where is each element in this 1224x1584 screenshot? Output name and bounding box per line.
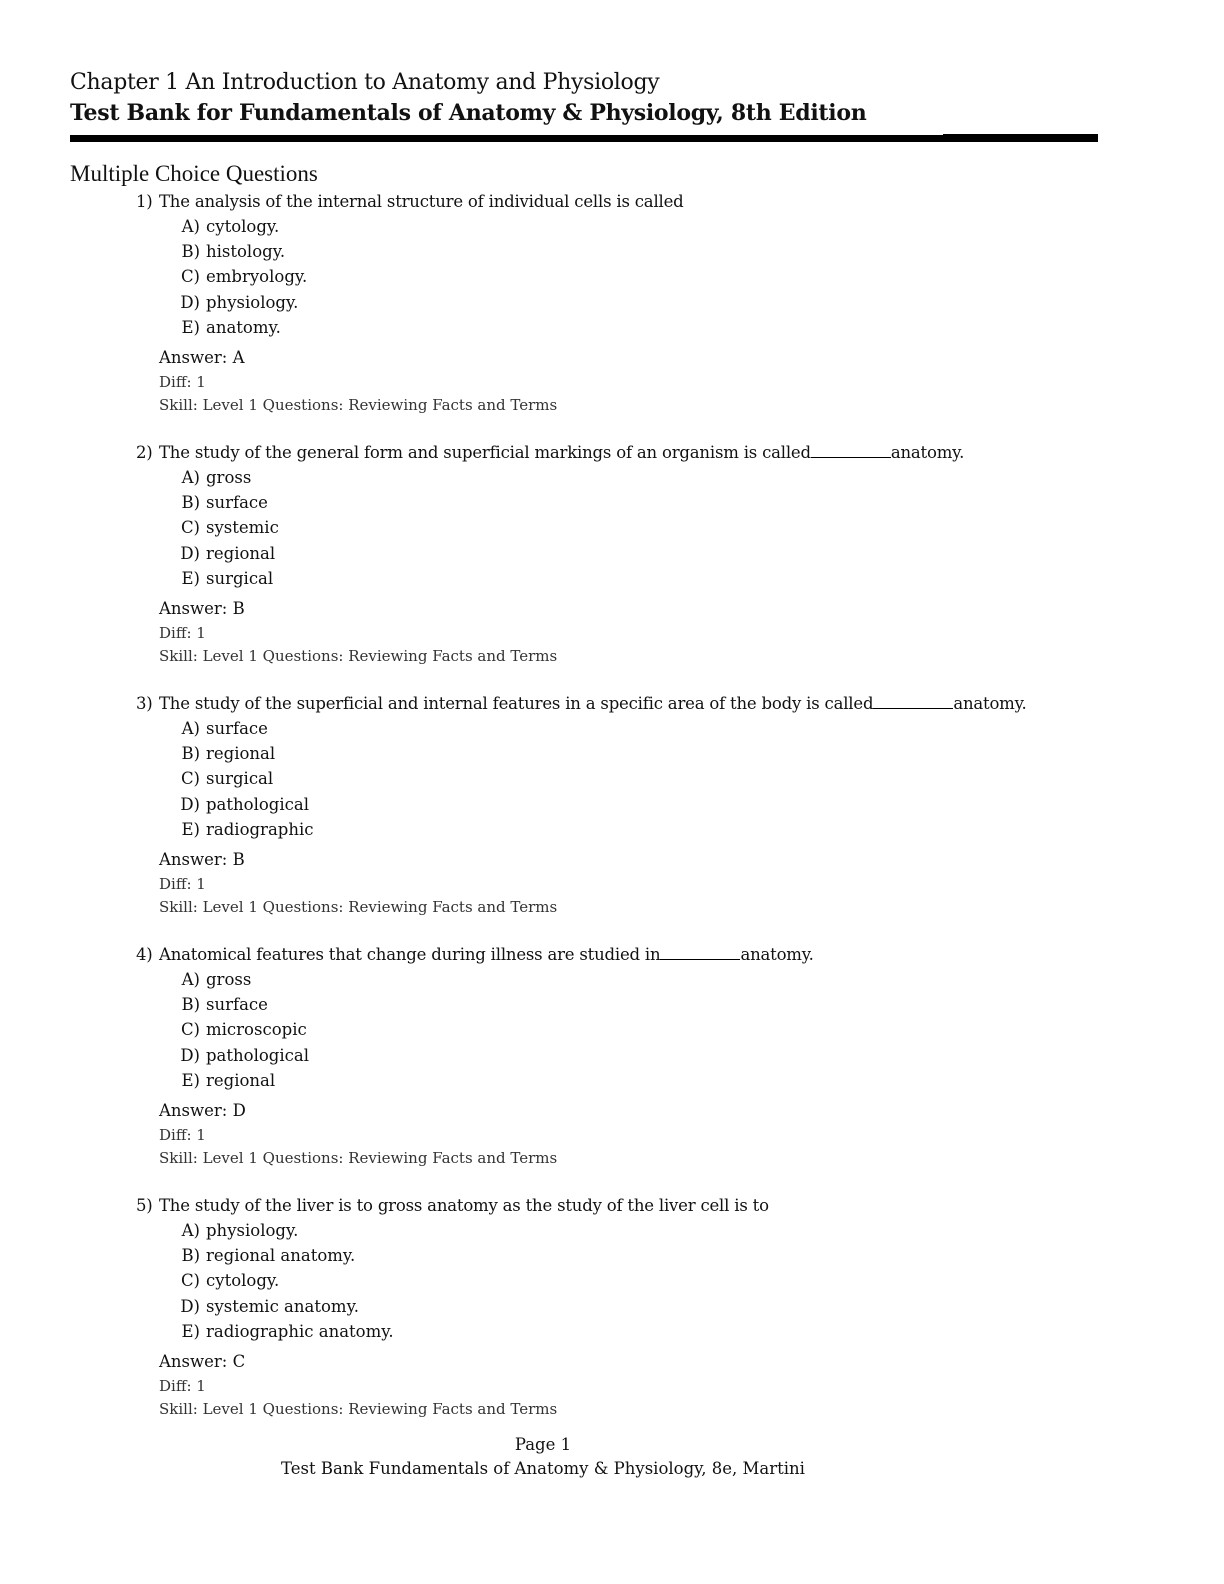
choice-letter: A) (181, 468, 200, 487)
choice-text: regional (206, 543, 276, 563)
question-number: 3) (136, 694, 153, 713)
choice-text: anatomy. (206, 317, 281, 337)
choice-item (168, 541, 279, 566)
question-item (0, 440, 1224, 691)
choice-text: radiographic (206, 819, 314, 839)
choice-letter: E) (181, 819, 200, 839)
choice-text: systemic anatomy. (206, 1296, 359, 1316)
choice-text: surface (206, 995, 268, 1015)
chapter-title: Chapter 1 An Introduction to Anatomy and Physiology (70, 70, 660, 95)
question-number: 5) (136, 1196, 153, 1215)
header-rule-end (943, 134, 1098, 142)
choice-text: regional anatomy. (206, 1246, 356, 1266)
choice-letter: D) (180, 292, 200, 312)
question-item (0, 1193, 1224, 1444)
question-item (0, 691, 1224, 942)
answer: Answer: B (159, 599, 245, 618)
choice-item (168, 792, 314, 817)
question-text: The study of the general form and superficial markings of an organism is called (159, 443, 811, 462)
choice-text: embryology. (206, 267, 308, 287)
page-number: Page 1 (514, 1435, 572, 1454)
choice-text: pathological (206, 794, 309, 814)
document-header (70, 68, 1100, 128)
difficulty: Diff: 1 (159, 373, 206, 391)
choice-item (168, 1043, 309, 1068)
question-text-after: anatomy. (953, 694, 1027, 713)
question-stem (136, 189, 684, 214)
question-stem (136, 942, 814, 967)
choice-item (168, 490, 279, 515)
choice-letter: B) (181, 995, 200, 1015)
choice-item (168, 716, 314, 741)
choice-item (168, 1294, 394, 1319)
choice-item (168, 817, 314, 842)
question-list (0, 189, 1224, 1444)
choice-letter: C) (180, 518, 200, 538)
choice-text: microscopic (206, 1020, 307, 1040)
choice-text: histology. (206, 242, 286, 262)
header-rule (70, 135, 943, 142)
question-stem (136, 691, 1027, 716)
choice-letter: D) (180, 794, 200, 814)
choice-text: surface (206, 493, 268, 513)
choice-letter: A) (181, 719, 200, 738)
choice-text: gross (206, 970, 252, 989)
choice-item (168, 1068, 309, 1093)
skill-level: Skill: Level 1 Questions: Reviewing Facts and Terms (159, 1400, 558, 1418)
question-text-after: anatomy. (890, 443, 965, 462)
skill-level: Skill: Level 1 Questions: Reviewing Facts and Terms (159, 1149, 558, 1167)
choice-text: surface (206, 719, 268, 738)
choice-item (168, 1218, 394, 1243)
choice-letter: B) (181, 242, 200, 262)
choice-letter: A) (181, 1221, 200, 1240)
choice-letter: C) (180, 1271, 200, 1291)
difficulty: Diff: 1 (159, 624, 206, 642)
choice-text: systemic (206, 518, 279, 538)
question-item (0, 189, 1224, 440)
choice-text: surgical (206, 769, 274, 789)
choice-item (168, 515, 279, 540)
choice-letter: A) (181, 217, 200, 236)
question-item (0, 942, 1224, 1193)
question-stem (136, 1193, 769, 1218)
choice-text: pathological (206, 1045, 309, 1065)
question-text: The study of the liver is to gross anatomy as the study of the liver cell is to (159, 1196, 769, 1215)
choice-list (168, 967, 309, 1093)
question-stem (136, 440, 964, 465)
answer: Answer: B (159, 850, 245, 869)
answer: Answer: C (159, 1352, 246, 1371)
choice-item (168, 1017, 309, 1042)
skill-level: Skill: Level 1 Questions: Reviewing Facts and Terms (159, 898, 558, 916)
choice-item (168, 1319, 394, 1344)
choice-item (168, 992, 309, 1017)
choice-item (168, 1243, 394, 1268)
choice-letter: C) (180, 267, 200, 287)
choice-letter: B) (181, 493, 200, 513)
difficulty: Diff: 1 (159, 1377, 206, 1395)
choice-item (168, 465, 279, 490)
choice-letter: C) (180, 769, 200, 789)
choice-letter: D) (180, 1296, 200, 1316)
choice-item (168, 239, 307, 264)
choice-text: regional (206, 1070, 276, 1090)
choice-item (168, 214, 307, 239)
answer: Answer: A (159, 348, 245, 367)
difficulty: Diff: 1 (159, 875, 206, 893)
choice-item (168, 290, 307, 315)
footer-title: Test Bank Fundamentals of Anatomy & Physiology, 8e, Martini (281, 1459, 805, 1478)
fill-in-blank (811, 443, 891, 458)
choice-item (168, 566, 279, 591)
choice-letter: E) (181, 1321, 200, 1341)
choice-letter: B) (181, 1246, 200, 1266)
question-number: 4) (136, 945, 153, 964)
choice-letter: C) (180, 1020, 200, 1040)
choice-letter: E) (181, 1070, 200, 1090)
question-number: 2) (136, 443, 153, 462)
choice-text: physiology. (206, 1221, 299, 1240)
choice-text: regional (206, 744, 276, 764)
choice-text: physiology. (206, 292, 299, 312)
choice-item (168, 1268, 394, 1293)
choice-item (168, 315, 307, 340)
choice-list (168, 716, 314, 842)
choice-letter: E) (181, 317, 200, 337)
choice-letter: D) (180, 543, 200, 563)
choice-list (168, 465, 279, 591)
choice-item (168, 741, 314, 766)
section-title: Multiple Choice Questions (70, 161, 318, 186)
choice-text: radiographic anatomy. (206, 1321, 394, 1341)
choice-text: cytology. (206, 1271, 280, 1291)
choice-letter: A) (181, 970, 200, 989)
choice-item (168, 264, 307, 289)
question-text: Anatomical features that change during illness are studied in (159, 945, 661, 964)
skill-level: Skill: Level 1 Questions: Reviewing Facts and Terms (159, 396, 558, 414)
question-text-after: anatomy. (740, 945, 814, 964)
question-text: The study of the superficial and internal features in a specific area of the body is called (159, 694, 874, 713)
question-text: The analysis of the internal structure of individual cells is called (159, 192, 684, 211)
choice-letter: B) (181, 744, 200, 764)
choice-text: gross (206, 468, 252, 487)
difficulty: Diff: 1 (159, 1126, 206, 1144)
fill-in-blank (873, 694, 953, 709)
choice-item (168, 766, 314, 791)
book-title: Test Bank for Fundamentals of Anatomy & Physiology, 8th Edition (70, 100, 867, 126)
fill-in-blank (660, 945, 740, 960)
question-number: 1) (136, 192, 153, 211)
choice-item (168, 967, 309, 992)
choice-letter: E) (181, 568, 200, 588)
choice-text: cytology. (206, 217, 280, 236)
skill-level: Skill: Level 1 Questions: Reviewing Facts and Terms (159, 647, 558, 665)
choice-text: surgical (206, 568, 274, 588)
choice-list (168, 1218, 394, 1344)
choice-list (168, 214, 307, 340)
choice-letter: D) (180, 1045, 200, 1065)
answer: Answer: D (159, 1101, 246, 1120)
